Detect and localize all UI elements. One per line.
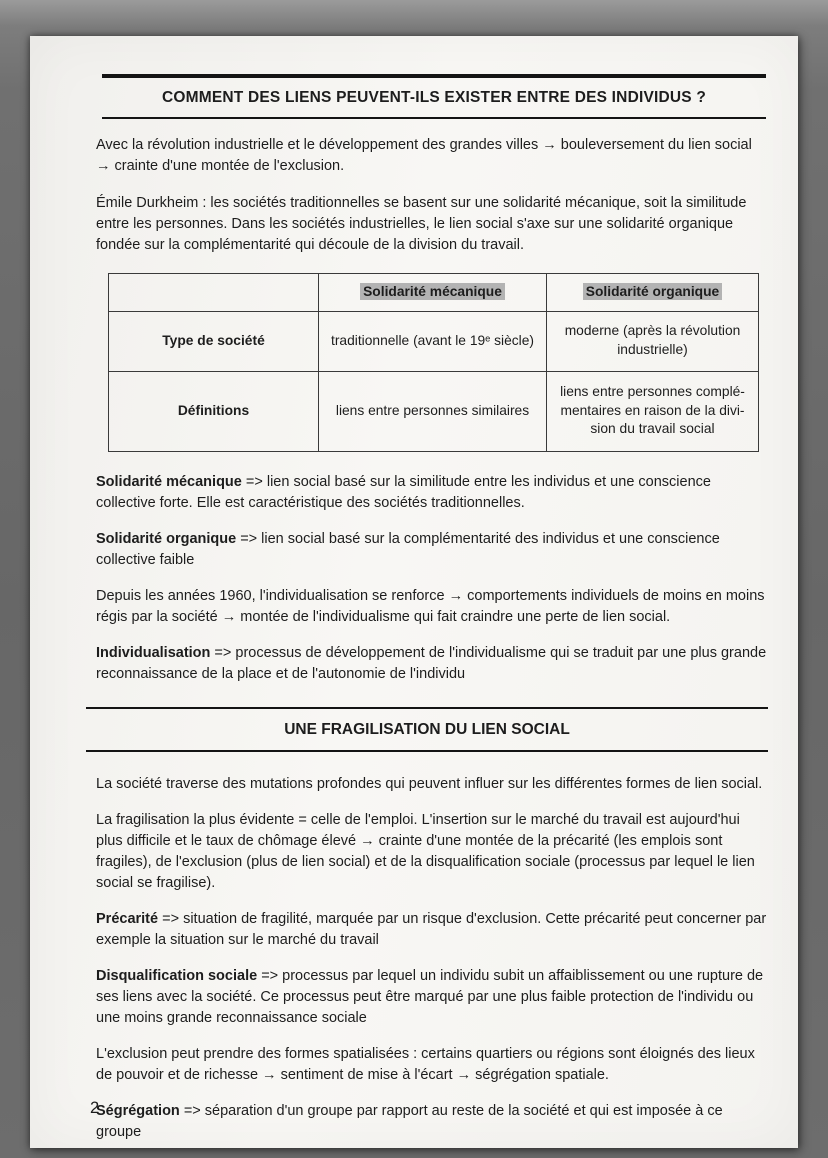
table-row <box>109 371 759 451</box>
definition-text: => lien social basé sur la similitude entre les individus et une conscience collective forte. Elle est caractéristique des sociétés traditionnelles. <box>96 473 711 511</box>
definition-text: => lien social basé sur la complémentarité des individus et une conscience collective faible <box>96 530 720 568</box>
section1-title: COMMENT DES LIENS PEUVENT-ILS EXISTER ENTRE DES INDIVIDUS ? <box>102 74 766 119</box>
scanned-document-page <box>30 36 798 1148</box>
solidarity-comparison-table <box>108 273 759 452</box>
highlighted-header-text: Solidarité mécanique <box>360 283 505 300</box>
definition-term: Solidarité organique <box>96 530 237 547</box>
table-header-organique <box>547 273 759 311</box>
definition-precarite <box>96 909 768 951</box>
definition-text: => situation de fragilité, marquée par un risque d'exclusion. Cette précarité peut concerner par exemple la situation sur le marché du travail <box>96 911 767 949</box>
definition-solidarite-mecanique <box>96 472 768 514</box>
table-header-mecanique <box>319 273 547 311</box>
definition-disqualification-sociale <box>96 966 768 1029</box>
page-number: 2 <box>90 1099 100 1117</box>
table-header-row <box>109 273 759 311</box>
table-cell: liens entre personnes similaires <box>319 371 547 451</box>
definition-text: => processus par lequel un individu subit un affaiblissement ou une rupture de ses liens avec la société. Ce processus peut être marqué par une plus faible protection de l'individu ou une moins grande reconnaissance sociale <box>96 968 764 1027</box>
table-row-label: Définitions <box>109 371 319 451</box>
section2-paragraph-3: L'exclusion peut prendre des formes spatialisées : certains quartiers ou régions sont éloignés des lieux de pouvoir et de richesse → sentiment de mise à l'écart → ségrégation spatiale. <box>96 1046 755 1084</box>
section2-paragraph-2: La fragilisation la plus évidente = celle de l'emploi. L'insertion sur le marché du travail est aujourd'hui plus difficile et le taux de chômage élevé → crainte d'une montée de la précarité (les emplois sont fragiles), de l'exclusion (plus de lien social) et de la disqualification sociale (processus par lequel le lien social se fragilise). <box>96 812 755 892</box>
definition-term: Disqualification sociale <box>96 968 258 985</box>
definition-solidarite-organique <box>96 529 768 571</box>
highlighted-header-text: Solidarité organique <box>583 283 722 300</box>
table-cell: liens entre personnes complé-mentaires en raison de la divi-sion du travail social <box>547 371 759 451</box>
section1-intro-paragraph-1: Avec la révolution industrielle et le développement des grandes villes → bouleversement du lien social → crainte d'une montée de l'exclusion. <box>96 137 752 175</box>
table-row <box>109 311 759 371</box>
definition-term: Ségrégation <box>96 1103 180 1120</box>
definition-segregation <box>96 1101 768 1143</box>
table-cell: moderne (après la révolution industrielle) <box>547 311 759 371</box>
section2-paragraph-1: La société traverse des mutations profondes qui peuvent influer sur les différentes formes de lien social. <box>96 776 763 793</box>
table-row-label: Type de société <box>109 311 319 371</box>
table-cell: traditionnelle (avant le 19ᵉ siècle) <box>319 311 547 371</box>
definition-term: Individualisation <box>96 644 211 661</box>
section1-paragraph-individualisation: Depuis les années 1960, l'individualisation se renforce → comportements individuels de moins en moins régis par la société → montée de l'individualisme qui fait craindre une perte de lien social. <box>96 587 765 625</box>
section1-intro-paragraph-2: Émile Durkheim : les sociétés traditionnelles se basent sur une solidarité mécanique, soit la similitude entre les personnes. Dans les sociétés industrielles, le lien social s'axe sur une solidarité organique fondée sur la complémentarité qui découle de la division du travail. <box>96 194 747 253</box>
definition-individualisation <box>96 643 768 685</box>
table-corner-cell <box>109 273 319 311</box>
section2-title: UNE FRAGILISATION DU LIEN SOCIAL <box>86 707 768 752</box>
definition-term: Précarité <box>96 911 159 928</box>
page-content <box>30 36 798 1143</box>
definition-term: Solidarité mécanique <box>96 473 242 490</box>
definition-text: => séparation d'un groupe par rapport au reste de la société et qui est imposée à ce groupe <box>96 1103 723 1141</box>
definition-text: => processus de développement de l'individualisme qui se traduit par une plus grande reconnaissance de la place et de l'autonomie de l'individu <box>96 644 767 682</box>
